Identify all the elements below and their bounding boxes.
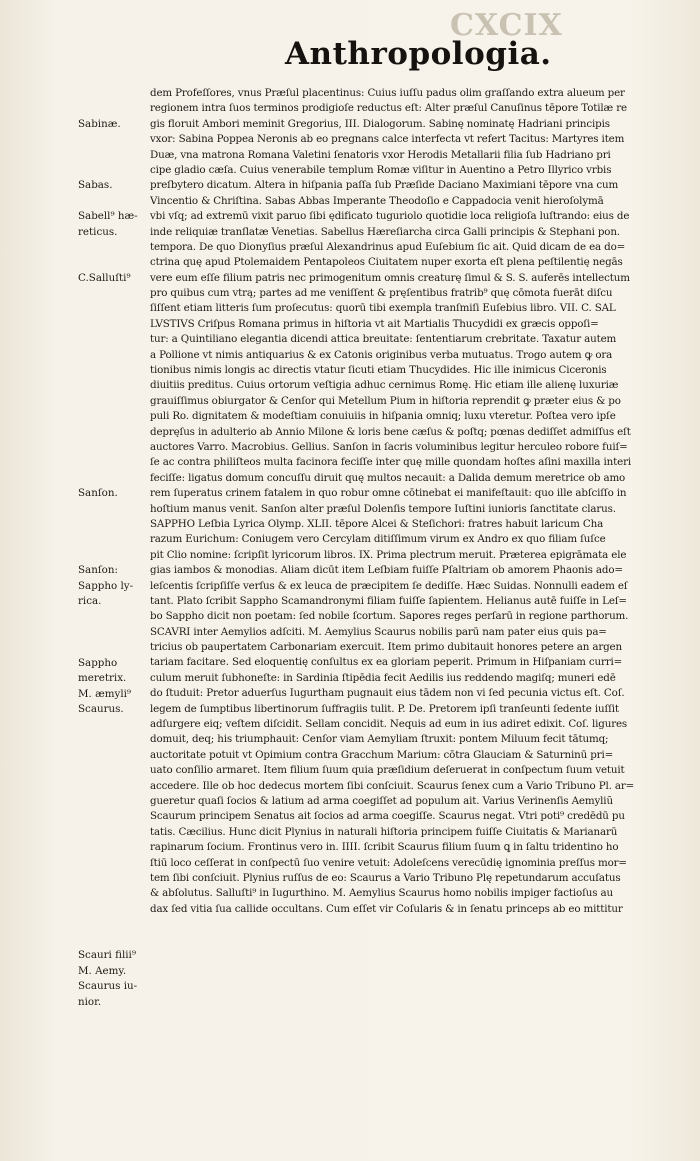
text-line: auctores Varro. Macrobius. Gellius. Sanſon in ſacris voluminibus legitur herculeo robore fuiſ=: [150, 440, 628, 453]
text-line: culum meruit ſubhoneſte: in Sardinia ſtipēdia fecit Aedilis ius reddendo magiſq; muneri edē: [150, 671, 616, 684]
text-line: dem Profeſſores, vnus Præſul placentinus: Cuius iuſſu padus olim graſſando extra alueum per: [150, 87, 625, 99]
text-line: & abſolutus. Salluſti⁹ in Iugurthino. M. Aemylius Scaurus homo nobilis impiger factioſus au: [150, 887, 613, 900]
text-line: legem de ſumptibus libertinorum ſuffragiis tulit. P. De. Pretorem ipſi tranſeunti ſedente iuſſit: [150, 702, 619, 715]
text-line: tempora. De quo Dionyſius præſul Alexandrinus apud Euſebium ſic ait. Quid dicam de ea do=: [150, 240, 626, 253]
text-line: inde reliquiæ tranſlatæ Venetias. Sabellus Hæreſiarcha circa Galli principis & Stephani pon.: [150, 225, 620, 238]
text-line: gis floruit Ambori meminit Gregorius, III. Dialogorum. Sabinę nominatę Hadriani principis: [150, 117, 610, 130]
text-line: SAPPHO Leſbia Lyrica Olymp. XLII. tēpore Alcei & Steſichori: fratres habuit laricum Cha: [150, 517, 604, 530]
text-line: regionem intra ſuos terminos prodigioſe reductus eſt: Alter præſul Canuſinus tēpore Totilæ re: [150, 102, 627, 115]
margin-note: meretrix.: [78, 672, 127, 685]
margin-note: Sappho: [78, 656, 118, 669]
text-line: tur: a Quintiliano elegantia dicendi attica breuitate: ſententiarum crebritate. Taxatur autem: [150, 333, 617, 346]
text-line: tem ſibi conſciuit. Plynius ruſſus de eo: Scaurus a Vario Tribuno Plę repetundarum accuſatus: [150, 871, 621, 884]
text-line: rapinarum ſocium. Frontinus vero in. IIII. ſcribit Scaurus filium ſuum ꝗ in ſaltu tridentino ho: [150, 841, 619, 854]
text-line: Vincentio & Chriſtina. Sabas Abbas Imperante Theodoſio e Cappadocia venit hieroſolymā: [150, 194, 604, 207]
text-line: vbi vſq; ad extremū vixit paruo ſibi ędificato tuguriolo quotidie loca religioſa luſtrando: eius de: [150, 210, 630, 223]
text-line: razum Eurichum: Coniugem vero Cercylam ditiſſimum virum ex Andro ex quo filiam ſuſce: [150, 533, 606, 546]
text-line: rem ſuperatus crinem fatalem in quo robur omne cōtinebat ei manifeſtauit: quo ille abſciſſo in: [150, 487, 627, 500]
margin-note: Sappho ly-: [78, 579, 134, 592]
text-line: do ſtuduit: Pretor aduerſus Iugurtham pugnauit eius tādem non vi ſed pecunia victus eſt. Coſ.: [150, 687, 625, 700]
text-line: vere eum eſſe filium patris nec primogenitum omnis creaturę ſimul & S. S. auferēs intellectum: [150, 271, 630, 284]
text-line: puli Ro. dignitatem & modeſtiam conuiuiis in hiſpania omniq; luxu vteretur. Poſtea vero ipſe: [150, 410, 616, 423]
text-line: dax ſed vitia ſua callide occultans. Cum eſſet vir Coſularis & in ſenatu princeps ab eo mittitur: [150, 902, 623, 915]
text-line: cipe gladio cæſa. Cuius venerabile templum Romæ viſitur in Auentino a Petro Illyrico vrbis: [150, 163, 612, 176]
text-line: ſiſſent etiam litteris ſum proſecutus: quorū tibi exempla tranſmiſi Euſebius libro. VII. C. SAL: [150, 302, 616, 315]
text-line: gueretur quaſi ſocios & latium ad arma coegiſſet ad populum ait. Varius Verinenſis Aemyliũ: [150, 794, 613, 807]
folio-number: CXCIX: [450, 8, 563, 43]
margin-note: Sanſon.: [78, 487, 118, 500]
text-line: Scaurum principem Senatus ait ſocios ad arma coegiſſe. Scaurus negat. Vtri poti⁹ credēdū pu: [150, 810, 625, 823]
text-line: ctrina quę apud Ptolemaidem Pentapoleos Ciuitatem nuper exorta eſt plena peſtilentię negās: [150, 256, 623, 269]
text-line: tricius ob paupertatem Carbonariam exercuit. Item primo dubitauit honores petere an argen: [150, 641, 622, 654]
text-line: vxor: Sabina Poppea Neronis ab eo pregnans calce interfecta vt refert Tacitus: Martyres item: [150, 133, 625, 146]
text-line: bo Sappho dicit non poetam: ſed nobile ſcortum. Sapores reges perſarū in regione parthorum.: [150, 610, 629, 623]
text-line: pro quibus cum vtrą; partes ad me veniſſent & pręſentibus fratrib⁹ quę cōmota fuerāt diſcu: [150, 287, 613, 300]
text-line: accedere. Ille ob hoc dedecus mortem ſibi conſciuit. Scaurus ſenex cum a Vario Tribuno Pl. ar=: [150, 779, 635, 792]
text-line: ſtiū loco ceſſerat in conſpectū ſuo venire vetuit: Adoleſcens verecūdię ignominia preſſus mor=: [150, 856, 627, 869]
margin-note: C.Salluſti⁹: [78, 271, 131, 284]
text-line: tatis. Cæcilius. Hunc dicit Plynius in naturali hiſtoria principem fuiſſe Ciuitatis & Marianarū: [150, 825, 618, 838]
margin-note: rica.: [78, 595, 102, 608]
text-line: tant. Plato ſcribit Sappho Scamandronymi filiam fuiſſe ſapientem. Helianus autē fuiſſe in Leſ=: [150, 594, 627, 607]
margin-note: Scauri filii⁹: [78, 949, 136, 962]
margin-note: M. Aemy.: [78, 964, 127, 977]
text-line: SCAVRI inter Aemylios adſciti. M. Aemylius Scaurus nobilis parū nam pater eius quis pa=: [150, 625, 607, 638]
text-line: ſe ac contra philiſteos multa facinora feciſſe inter quę mille quondam hoſtes aſini maxilla interi: [150, 456, 632, 469]
text-line: uato conſilio armaret. Item filium ſuum quia præſidium deſeruerat in conſpectum ſuum vetuit: [150, 764, 625, 777]
text-line: preſbytero dicatum. Altera in hiſpania paſſa ſub Præſide Daciano Maximiani tēpore vna cum: [150, 179, 619, 192]
text-line: depręſus in adulterio ab Annio Milone & loris bene cæſus & poſtq; pœnas dediſſet admiſſus eſt: [150, 425, 631, 438]
text-line: diuitiis preditus. Cuius ortorum veſtigia adhuc cernimus Romę. Hic etiam ille alienę luxuriæ: [150, 379, 619, 392]
margin-note: M. æmyli⁹: [78, 687, 132, 700]
text-line: hoſtium manus venit. Sanſon alter præſul Dolenſis tempore Iuſtini iunioris ſanctitate clarus.: [150, 502, 616, 515]
margin-note: nior.: [78, 995, 102, 1008]
margin-note: Scaurus.: [78, 703, 124, 715]
text-line: leſcentis ſcripſiſſe verſus & ex leuca de præcipitem ſe dediſſe. Hæc Suidas. Nonnulli eadem eſ: [150, 579, 628, 592]
main-text-column: [150, 86, 680, 917]
margin-note: Sabell⁹ hæ-: [78, 210, 138, 223]
text-line: adſurgere eiq; veſtem diſcidit. Sellam concidit. Nequis ad eum in ius adiret edixit. Coſ. ligures: [150, 718, 628, 731]
text-line: gias iambos & monodias. Aliam dicūt item Leſbiam fuiſſe Pſaltriam ob amorem Phaonis ado=: [150, 564, 623, 577]
margin-note: Sanſon:: [78, 564, 118, 577]
text-line: tariam facitare. Sed eloquentię conſultus ex ea gloriam peperit. Primum in Hiſpaniam curri=: [150, 656, 623, 669]
text-line: feciſſe: ligatus domum concuſſu diruit quę multos necauit: a Dalida demum meretrice ob amo: [150, 471, 626, 484]
text-line: grauiſſimus obiurgator & Cenſor qui Metellum Pium in hiſtoria reprendit ꝙ præter eius & po: [150, 394, 621, 407]
text-line: a Pollione vt nimis antiquarius & ex Catonis originibus verba mutuatus. Trogo autem ꝙ ora: [150, 348, 613, 361]
text-line: domuit, deq; his triumphauit: Cenſor viam Aemyliam ſtruxit: pontem Miluum fecit tātumq;: [150, 733, 609, 746]
margin-note: Scaurus iu-: [78, 980, 138, 993]
margin-note: reticus.: [78, 225, 118, 238]
text-line: tionibus nimis longis ac directis vtatur ſicuti etiam Thucydides. Hic ille inimicus Ciceronis: [150, 364, 607, 377]
margin-note: Sabinæ.: [78, 117, 121, 130]
text-line: auctoritate potuit vt Opimium contra Gracchum Marium: cōtra Glauciam & Saturninū pri=: [150, 748, 614, 761]
text-line: Duæ, vna matrona Romana Valetini ſenatoris vxor Herodis Metallarii filia ſub Hadriano pri: [150, 148, 611, 161]
text-line: pit Clio nomine: ſcripſit lyricorum libros. IX. Prima plectrum meruit. Præterea epigrāmata ele: [150, 548, 627, 561]
running-title: Anthropologia.: [285, 36, 552, 72]
margin-note: Sabas.: [78, 179, 113, 192]
text-line: LVSTIVS Criſpus Romana primus in hiſtoria vt ait Martialis Thucydidi ex græcis oppoſi=: [150, 317, 599, 330]
